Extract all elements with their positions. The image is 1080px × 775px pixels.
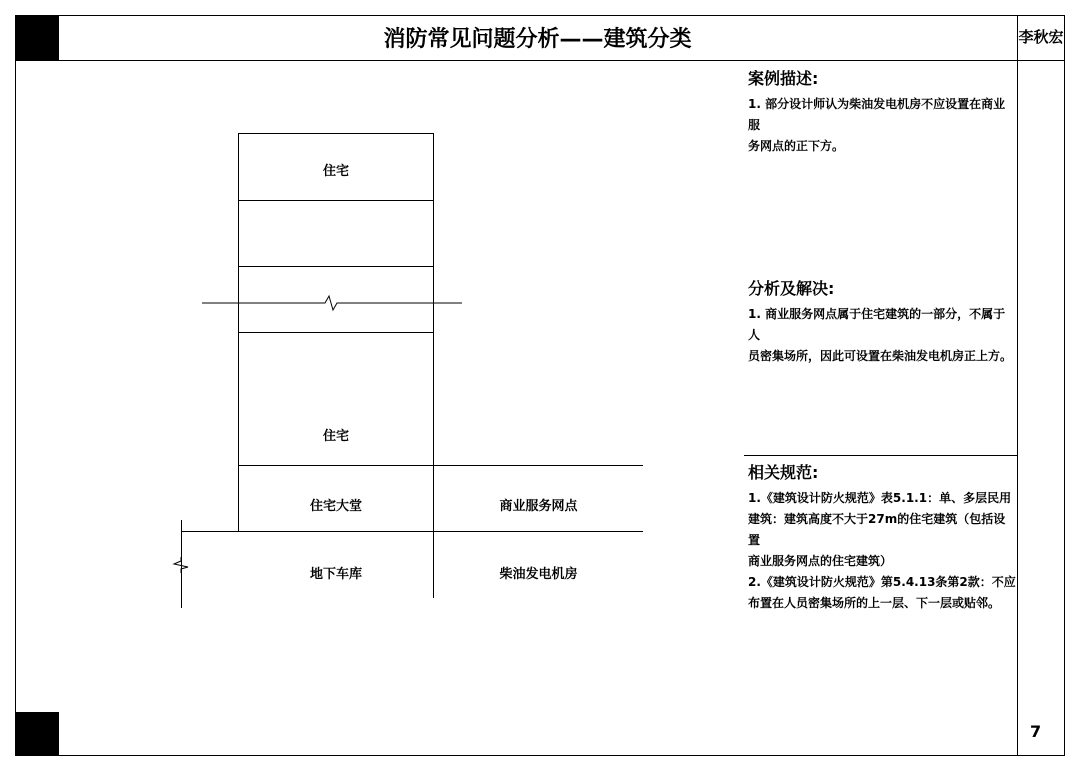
text-line: 员密集场所，因此可设置在柴油发电机房正上方。 (748, 349, 1013, 363)
corner-block-top (15, 15, 59, 60)
text-line: 1. 商业服务网点属于住宅建筑的一部分，不属于人 (748, 307, 1006, 342)
text-line: 1.《建筑设计防火规范》表5.1.1：单、多层民用 (748, 491, 1012, 505)
author-name: 李秋宏 (1018, 28, 1064, 46)
case-body (748, 94, 1016, 157)
analysis-body (748, 304, 1016, 367)
commercial-label: 商业服务网点 (499, 499, 578, 514)
generator-room-label: 柴油发电机房 (499, 567, 578, 582)
garage-label: 地下车库 (309, 567, 362, 582)
codes-section (748, 460, 1016, 614)
text-line: 2.《建筑设计防火规范》第5.4.13条第2款：不应 (748, 575, 1016, 589)
analysis-heading: 分析及解决: (748, 279, 835, 298)
analysis-section (748, 276, 1016, 367)
case-heading: 案例描述: (748, 69, 819, 88)
codes-heading: 相关规范: (748, 463, 819, 482)
page-number: 7 (1030, 722, 1042, 741)
text-line: 务网点的正下方。 (748, 139, 845, 153)
text-line: 建筑：建筑高度不大于27m的住宅建筑（包括设置 (748, 512, 1006, 547)
page-title: 消防常见问题分析——建筑分类 (383, 27, 692, 52)
codes-body (748, 488, 1016, 614)
corner-block-bottom (15, 712, 59, 756)
floor-label-top: 住宅 (322, 164, 349, 179)
break-line-symbol (170, 555, 194, 575)
break-line-symbol (200, 292, 465, 314)
text-line: 1. 部分设计师认为柴油发电机房不应设置在商业服 (748, 97, 1006, 132)
text-line: 商业服务网点的住宅建筑） (748, 554, 893, 568)
floor-label-residential: 住宅 (322, 429, 349, 444)
case-section (748, 66, 1016, 157)
text-line: 布置在人员密集场所的上一层、下一层或贴邻。 (748, 596, 1001, 610)
lobby-label: 住宅大堂 (309, 499, 362, 514)
